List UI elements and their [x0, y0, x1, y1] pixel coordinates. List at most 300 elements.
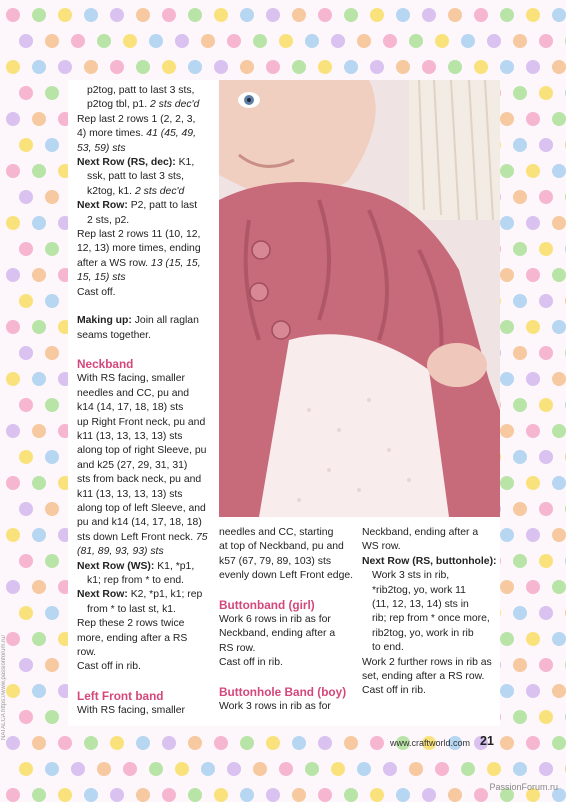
- polka-dot: [32, 216, 46, 230]
- pattern-line: [362, 584, 497, 598]
- polka-dot: [162, 8, 176, 22]
- polka-dot: [32, 580, 46, 594]
- polka-dot: [500, 60, 514, 74]
- line-text: k1; rep from * to end.: [87, 575, 185, 586]
- polka-dot: [32, 372, 46, 386]
- polka-dot: [474, 60, 488, 74]
- polka-dot: [6, 320, 20, 334]
- polka-dot: [552, 736, 566, 750]
- line-text: Rep these 2 rows twice: [77, 618, 185, 630]
- polka-dot: [110, 736, 124, 750]
- pattern-line: [77, 516, 209, 530]
- polka-dot: [461, 34, 475, 48]
- polka-dot: [539, 294, 553, 308]
- side-credit: NATALCA https://www.passionforum.ru/: [1, 634, 7, 740]
- polka-dot: [552, 112, 566, 126]
- section-heading: Neckband: [77, 356, 134, 371]
- polka-dot: [539, 502, 553, 516]
- stitch-count: 75: [195, 531, 208, 543]
- line-text: 4) more times.: [77, 128, 147, 140]
- polka-dot: [552, 216, 566, 230]
- pattern-line: [77, 314, 209, 328]
- polka-dot: [292, 8, 306, 22]
- polka-dot: [123, 34, 137, 48]
- polka-dot: [344, 8, 358, 22]
- polka-dot: [318, 60, 332, 74]
- baby-cardigan-photo: [219, 80, 500, 517]
- line-text: and k25 (27, 29, 31, 31): [77, 459, 188, 471]
- polka-dot: [45, 710, 59, 724]
- pattern-line: [77, 84, 209, 98]
- page-number: 21: [480, 734, 494, 748]
- polka-dot: [6, 164, 20, 178]
- polka-dot: [539, 658, 553, 672]
- stitch-count: 41 (45, 49,: [146, 128, 196, 140]
- polka-dot: [32, 268, 46, 282]
- polka-dot: [292, 736, 306, 750]
- pattern-line: [77, 199, 209, 213]
- pattern-line: [219, 540, 354, 554]
- line-text: k57 (67, 79, 89, 103) sts: [219, 555, 332, 567]
- line-text: seams together.: [77, 329, 151, 341]
- polka-dot: [513, 86, 527, 100]
- line-text: p2tog, patt to last 3 sts,: [87, 85, 195, 96]
- pattern-line: [362, 670, 497, 684]
- polka-dot: [331, 762, 345, 776]
- polka-dot: [526, 8, 540, 22]
- polka-dot: [84, 736, 98, 750]
- polka-dot: [396, 8, 410, 22]
- pattern-line: [77, 560, 209, 574]
- polka-dot: [253, 762, 267, 776]
- line-gap: [77, 300, 209, 314]
- pattern-line: [77, 473, 209, 487]
- polka-dot: [32, 320, 46, 334]
- polka-dot: [201, 762, 215, 776]
- pattern-line: [219, 627, 354, 641]
- polka-dot: [45, 762, 59, 776]
- polka-dot: [526, 112, 540, 126]
- polka-dot: [6, 268, 20, 282]
- polka-dot: [513, 190, 527, 204]
- line-text: RS row.: [219, 642, 256, 654]
- line-text: ssk, patt to last 3 sts,: [87, 171, 185, 183]
- line-text: Cast off in rib.: [362, 685, 426, 697]
- pattern-line: [77, 459, 209, 473]
- polka-dot: [214, 736, 228, 750]
- polka-dot: [201, 34, 215, 48]
- polka-dot: [136, 736, 150, 750]
- pattern-line: [77, 603, 209, 617]
- polka-dot: [19, 502, 33, 516]
- line-text: from * to last st, k1.: [87, 603, 176, 615]
- line-text: Neckband, ending after a: [362, 527, 479, 538]
- polka-dot: [19, 450, 33, 464]
- polka-dot: [6, 8, 20, 22]
- line-text: needles and CC, starting: [219, 527, 334, 538]
- polka-dot: [526, 424, 540, 438]
- pattern-line: [219, 700, 354, 714]
- polka-dot: [513, 294, 527, 308]
- polka-dot: [19, 294, 33, 308]
- polka-dot: [422, 60, 436, 74]
- row-label: Making up:: [77, 315, 132, 327]
- pattern-line: [77, 329, 209, 343]
- pattern-line: [77, 574, 209, 588]
- polka-dot: [552, 164, 566, 178]
- pattern-line: [219, 656, 354, 670]
- polka-dot: [32, 476, 46, 490]
- line-text: up Right Front neck, pu and: [77, 416, 206, 428]
- polka-dot: [448, 8, 462, 22]
- polka-dot: [227, 762, 241, 776]
- polka-dot: [539, 34, 553, 48]
- polka-dot: [526, 320, 540, 334]
- line-text: rib; rep from * once more,: [372, 613, 490, 625]
- polka-dot: [32, 60, 46, 74]
- row-label: Next Row (WS):: [77, 560, 155, 572]
- polka-dot: [19, 606, 33, 620]
- pattern-line: [362, 526, 497, 540]
- polka-dot: [188, 60, 202, 74]
- polka-dot: [188, 8, 202, 22]
- polka-dot: [58, 8, 72, 22]
- polka-dot: [32, 424, 46, 438]
- pattern-line: [77, 444, 209, 458]
- polka-dot: [526, 372, 540, 386]
- polka-dot: [19, 554, 33, 568]
- line-text: evenly down Left Front edge.: [219, 570, 354, 582]
- section-heading: Left Front band: [77, 688, 164, 703]
- polka-dot: [45, 502, 59, 516]
- pattern-line: [219, 555, 354, 569]
- polka-dot: [383, 762, 397, 776]
- stitch-count: 13 (15, 15,: [150, 257, 201, 269]
- polka-dot: [513, 710, 527, 724]
- pattern-line: [219, 642, 354, 656]
- polka-dot: [435, 34, 449, 48]
- polka-dot: [513, 554, 527, 568]
- line-text: Cast off in rib.: [219, 657, 283, 669]
- pattern-line: [77, 286, 209, 300]
- polka-dot: [539, 554, 553, 568]
- polka-dot: [71, 34, 85, 48]
- polka-dot: [19, 346, 33, 360]
- pattern-line: [77, 242, 209, 256]
- polka-dot: [552, 684, 566, 698]
- polka-dot: [513, 606, 527, 620]
- polka-dot: [266, 736, 280, 750]
- polka-dot: [500, 580, 514, 594]
- polka-dot: [539, 762, 553, 776]
- polka-dot: [97, 762, 111, 776]
- polka-dot: [19, 242, 33, 256]
- polka-dot: [19, 710, 33, 724]
- pattern-line: [77, 502, 209, 516]
- line-text: needles and CC, pu and: [77, 387, 190, 399]
- polka-dot: [240, 8, 254, 22]
- polka-dot: [526, 476, 540, 490]
- polka-dot: [500, 320, 514, 334]
- line-text: With RS facing, smaller: [77, 705, 185, 717]
- polka-dot: [149, 762, 163, 776]
- row-label: Next Row:: [77, 589, 128, 601]
- stitch-count: 53, 59) sts: [77, 142, 126, 154]
- line-text: sts down Left Front neck.: [77, 531, 196, 543]
- line-text: rib2tog, yo, work in rib: [372, 627, 474, 639]
- polka-dot: [500, 476, 514, 490]
- polka-dot: [552, 268, 566, 282]
- polka-dot: [500, 632, 514, 646]
- polka-dot: [539, 398, 553, 412]
- polka-dot: [227, 34, 241, 48]
- polka-dot: [513, 658, 527, 672]
- polka-dot: [552, 372, 566, 386]
- polka-dot: [526, 60, 540, 74]
- polka-dot: [513, 502, 527, 516]
- polka-dot: [513, 762, 527, 776]
- line-text: k14 (14, 17, 18, 18) sts: [77, 402, 184, 414]
- pattern-line: [77, 488, 209, 502]
- polka-dot: [45, 606, 59, 620]
- polka-dot: [526, 632, 540, 646]
- line-text: Work 2 further rows in rib as: [362, 656, 492, 668]
- polka-dot: [6, 112, 20, 126]
- polka-dot: [45, 86, 59, 100]
- polka-dot: [500, 424, 514, 438]
- polka-dot: [6, 424, 20, 438]
- polka-dot: [136, 60, 150, 74]
- watermark: PassionForum.ru: [489, 782, 558, 792]
- polka-dot: [32, 632, 46, 646]
- line-text: k11 (13, 13, 13, 13) sts: [77, 488, 183, 500]
- polka-dot: [292, 60, 306, 74]
- line-gap: [219, 584, 354, 598]
- polka-dot: [19, 658, 33, 672]
- polka-dot: [32, 684, 46, 698]
- pattern-line: [77, 170, 209, 184]
- line-text: P2, patt to last: [127, 200, 198, 212]
- polka-dot: [539, 606, 553, 620]
- polka-dot: [45, 190, 59, 204]
- pattern-line: [77, 372, 209, 386]
- polka-dot: [175, 762, 189, 776]
- polka-dot: [318, 8, 332, 22]
- polka-dot: [552, 424, 566, 438]
- line-text: pu and k14 (14, 17, 18, 18): [77, 517, 202, 529]
- polka-dot: [318, 736, 332, 750]
- polka-dot: [422, 8, 436, 22]
- line-text: K1, *p1,: [154, 560, 195, 572]
- polka-dot: [32, 528, 46, 542]
- polka-dot: [357, 762, 371, 776]
- polka-dot: [97, 34, 111, 48]
- pattern-line: [77, 416, 209, 430]
- polka-dot: [19, 138, 33, 152]
- polka-dot: [409, 762, 423, 776]
- pattern-line: [77, 430, 209, 444]
- line-text: WS row.: [362, 541, 401, 553]
- polka-dot: [110, 8, 124, 22]
- polka-dot: [45, 346, 59, 360]
- polka-dot: [539, 138, 553, 152]
- polka-dot: [370, 8, 384, 22]
- middle-text-column: [219, 526, 354, 714]
- polka-dot: [6, 528, 20, 542]
- polka-dot: [240, 736, 254, 750]
- line-text: to end.: [372, 642, 404, 654]
- polka-dot: [58, 736, 72, 750]
- line-text: k2tog, k1.: [87, 185, 135, 197]
- pattern-line: [219, 526, 354, 540]
- line-gap: [219, 671, 354, 685]
- polka-dot: [500, 684, 514, 698]
- polka-dot: [500, 528, 514, 542]
- polka-dot: [500, 216, 514, 230]
- polka-dot: [513, 346, 527, 360]
- polka-dot: [513, 450, 527, 464]
- pattern-line: [77, 588, 209, 602]
- line-text: Cast off in rib.: [77, 661, 141, 673]
- polka-dot: [279, 34, 293, 48]
- polka-dot: [500, 8, 514, 22]
- polka-dot: [188, 736, 202, 750]
- line-text: at top of Neckband, pu and: [219, 541, 344, 553]
- line-text: Neckband, ending after a: [219, 628, 336, 640]
- pattern-line: [362, 612, 497, 626]
- polka-dot: [552, 476, 566, 490]
- polka-dot: [162, 60, 176, 74]
- polka-dot: [526, 736, 540, 750]
- polka-dot: [500, 164, 514, 178]
- pattern-line: [362, 656, 497, 670]
- polka-dot: [539, 710, 553, 724]
- polka-dot: [32, 736, 46, 750]
- polka-dot: [45, 554, 59, 568]
- polka-dot: [539, 190, 553, 204]
- stitch-count: 15, 15) sts: [77, 272, 126, 284]
- line-text: Rep last 2 rows 1 (2, 2, 3,: [77, 113, 196, 125]
- polka-dot: [539, 86, 553, 100]
- polka-dot: [45, 242, 59, 256]
- pattern-line: [362, 641, 497, 655]
- polka-dot: [266, 8, 280, 22]
- line-text: K1,: [175, 157, 195, 169]
- line-text: along top of left Sleeve, and: [77, 502, 206, 514]
- polka-dot: [409, 34, 423, 48]
- pattern-line: [77, 704, 209, 718]
- pattern-line: [362, 684, 497, 698]
- stitch-count: 2 sts dec'd: [134, 185, 185, 197]
- polka-dot: [45, 398, 59, 412]
- pattern-line: [77, 142, 209, 156]
- polka-dot: [474, 8, 488, 22]
- polka-dot: [370, 60, 384, 74]
- section-heading: Buttonband (girl): [219, 597, 315, 612]
- line-text: 12, 13) more times, ending: [77, 243, 201, 255]
- line-text: Cast off.: [77, 286, 116, 298]
- polka-dot: [6, 476, 20, 490]
- pattern-line: [219, 569, 354, 583]
- polka-dot: [435, 762, 449, 776]
- polka-dot: [448, 60, 462, 74]
- pattern-line: [362, 598, 497, 612]
- polka-dot: [253, 34, 267, 48]
- polka-dot: [539, 450, 553, 464]
- row-label: Next Row:: [77, 200, 128, 212]
- pattern-line: [77, 214, 209, 228]
- row-label: Next Row (RS, dec):: [77, 157, 176, 169]
- polka-dot: [487, 762, 501, 776]
- polka-dot: [370, 736, 384, 750]
- pattern-line: [77, 228, 209, 242]
- polka-dot: [175, 34, 189, 48]
- pattern-line: [77, 98, 209, 112]
- stitch-count: 2 sts dec'd: [149, 99, 200, 111]
- polka-dot: [6, 60, 20, 74]
- polka-dot: [513, 398, 527, 412]
- polka-dot: [32, 164, 46, 178]
- polka-dot: [162, 736, 176, 750]
- polka-dot: [32, 112, 46, 126]
- line-text: Work 3 rows in rib as for: [219, 701, 331, 713]
- polka-dot: [500, 372, 514, 386]
- pattern-line: [77, 531, 209, 545]
- pattern-line: [77, 632, 209, 661]
- polka-dot: [500, 112, 514, 126]
- polka-dot: [539, 242, 553, 256]
- polka-dot: [19, 190, 33, 204]
- row-label: Next Row (RS, buttonhole):: [362, 555, 497, 567]
- line-text: 2 sts, p2.: [87, 214, 130, 226]
- pattern-line: [362, 569, 497, 583]
- polka-dot: [526, 268, 540, 282]
- pattern-line: [77, 185, 209, 199]
- polka-dot: [240, 60, 254, 74]
- polka-dot: [19, 762, 33, 776]
- polka-dot: [45, 450, 59, 464]
- footer-url[interactable]: www.craftworld.com: [390, 738, 471, 748]
- pattern-line: [77, 271, 209, 285]
- polka-dot: [136, 8, 150, 22]
- line-text: Work 3 sts in rib,: [372, 570, 450, 582]
- pattern-line: [77, 617, 209, 631]
- polka-dot: [45, 294, 59, 308]
- polka-dot: [305, 762, 319, 776]
- polka-dot: [19, 398, 33, 412]
- polka-dot: [149, 34, 163, 48]
- polka-dot: [513, 138, 527, 152]
- polka-dot: [487, 34, 501, 48]
- polka-dot: [552, 528, 566, 542]
- polka-dot: [526, 528, 540, 542]
- line-text: p2tog tbl, p1.: [87, 99, 150, 111]
- polka-dot: [552, 632, 566, 646]
- polka-dot: [357, 34, 371, 48]
- polka-dot: [6, 216, 20, 230]
- polka-dot: [526, 684, 540, 698]
- polka-dot: [58, 60, 72, 74]
- polka-dot: [19, 34, 33, 48]
- line-text: after a WS row.: [77, 257, 151, 269]
- pattern-line: [219, 613, 354, 627]
- polka-dot: [500, 268, 514, 282]
- section-heading: Buttonhole Band (boy): [219, 684, 347, 699]
- pattern-line: [77, 113, 209, 127]
- polka-dot: [331, 34, 345, 48]
- polka-dot: [344, 736, 358, 750]
- polka-dot: [461, 762, 475, 776]
